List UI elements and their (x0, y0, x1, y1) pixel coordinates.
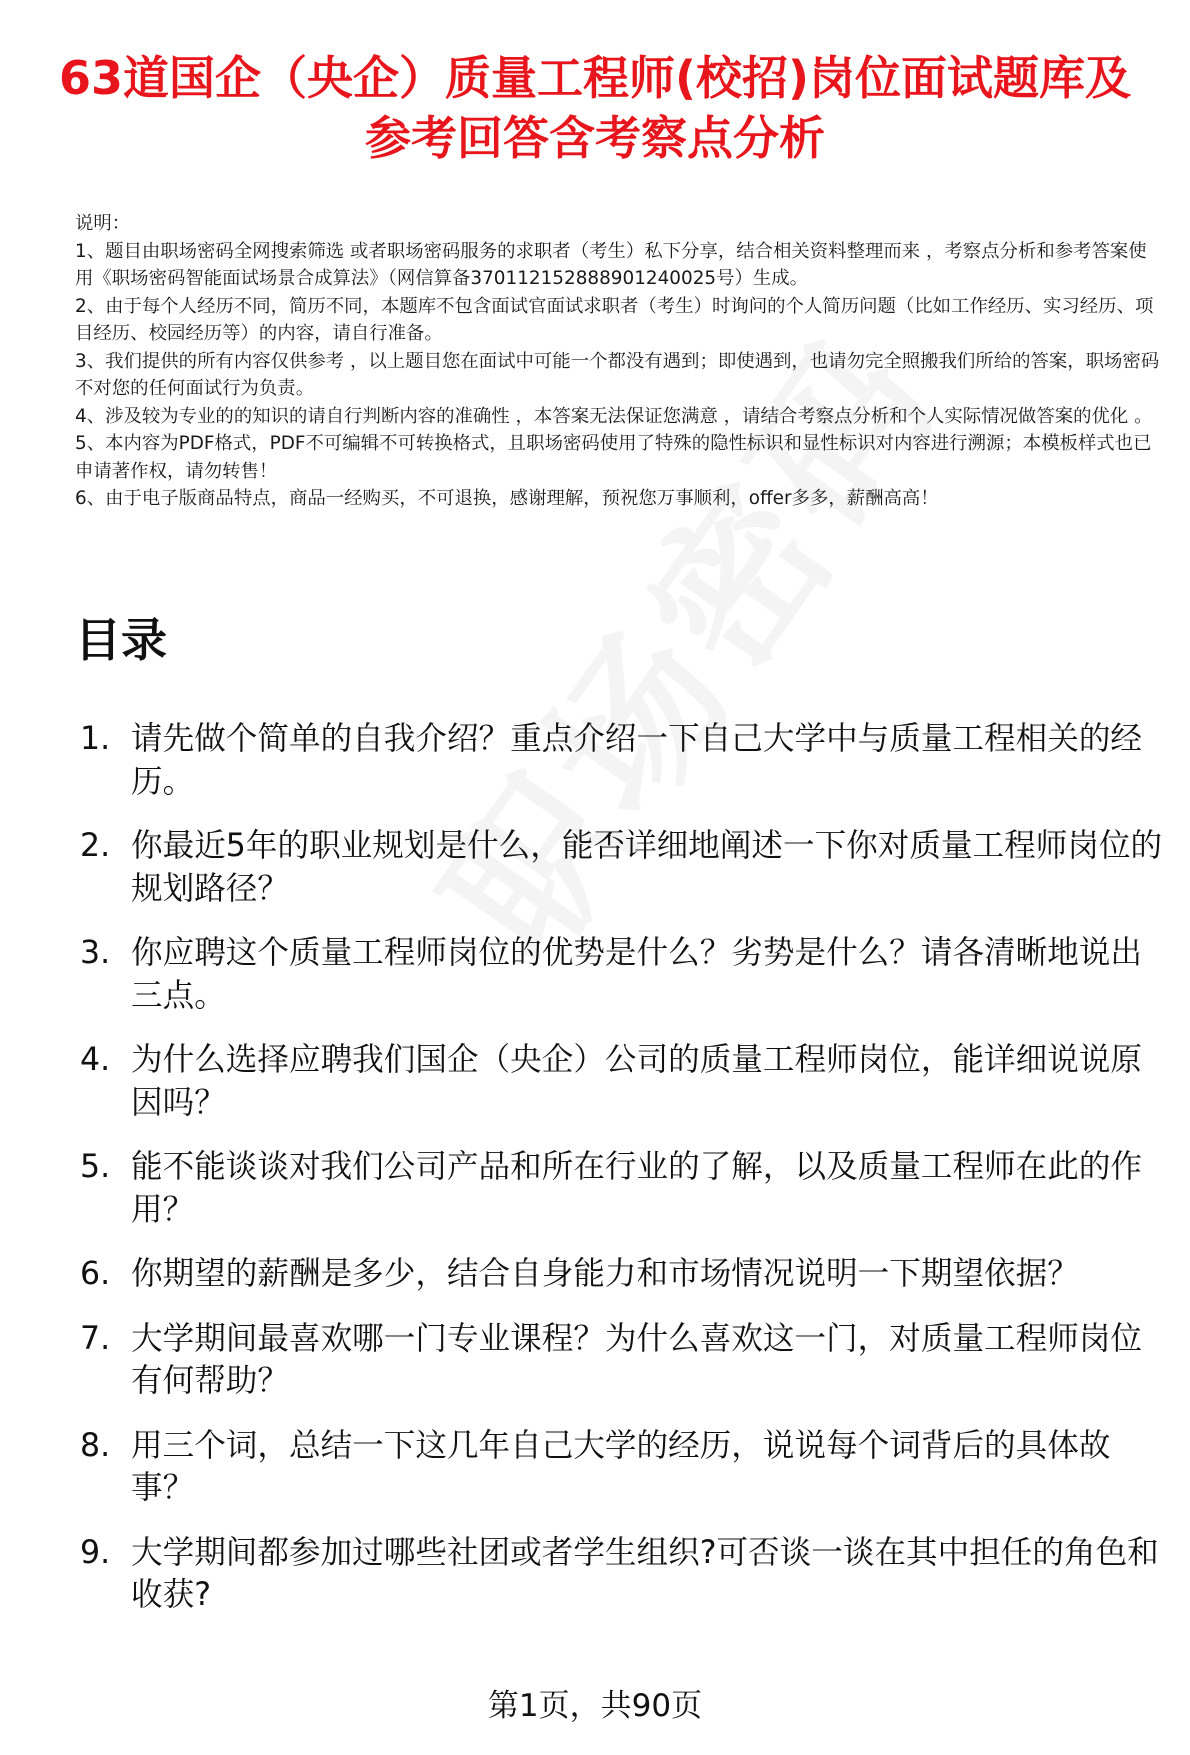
toc-item[interactable] (75, 1146, 1165, 1231)
toc-item-number: 5. (80, 1149, 111, 1185)
toc-item[interactable] (75, 1425, 1165, 1510)
toc-item-number: 8. (80, 1427, 111, 1464)
note-item-3: 3、我们提供的所有内容仅供参考 ，以上题目您在面试中可能一个都没有遇到；即使遇到，也请勿完全照搬我们所给的答案，职场密码不对您的任何面试行为负责。 (75, 350, 1160, 399)
toc-item-number: 4. (80, 1042, 111, 1078)
document-title: 63道国企（央企）质量工程师(校招)岗位面试题库及参考回答含考察点分析 (58, 51, 1132, 165)
toc-list (75, 718, 1165, 1639)
toc-item-text: 为什么选择应聘我们国企（央企）公司的质量工程师岗位，能详细说说原因吗？ (131, 1042, 1143, 1121)
note-item-4: 4、涉及较为专业的的知识的请自行判断内容的准确性 ，本答案无法保证您满意 ，请结合考察点分析和个人实际情况做答案的优化 。 (75, 405, 1153, 427)
toc-item-text: 大学期间都参加过哪些社团或者学生组织?可否谈一谈在其中担任的角色和收获? (131, 1534, 1159, 1613)
toc-item-number: 3. (80, 935, 111, 971)
toc-item[interactable] (75, 718, 1165, 803)
toc-item-text: 你应聘这个质量工程师岗位的优势是什么？劣势是什么？请各清晰地说出三点。 (131, 935, 1143, 1014)
notes-heading: 说明： (75, 213, 131, 234)
toc-item-text: 能不能谈谈对我们公司产品和所在行业的了解，以及质量工程师在此的作用？ (131, 1149, 1143, 1228)
toc-item-number: 9. (80, 1534, 111, 1571)
toc-item-number: 1. (80, 721, 111, 757)
toc-heading: 目录 (75, 613, 167, 667)
toc-item[interactable] (75, 932, 1165, 1017)
toc-item-number: 7. (80, 1320, 111, 1357)
note-item-1: 1、题目由职场密码全网搜索筛选 或者职场密码服务的求职者（考生）私下分享，结合相关资料整理而来 ，考察点分析和参考答案使用《职场密码智能面试场景合成算法》（网信算备370112152888901240025号）生成。 (75, 240, 1147, 289)
toc-item-text: 用三个词，总结一下这几年自己大学的经历，说说每个词背后的具体故事？ (131, 1427, 1111, 1506)
note-item-5: 5、本内容为PDF格式，PDF不可编辑不可转换格式，且职场密码使用了特殊的隐性标识和显性标识对内容进行溯源；本模板样式也已申请著作权，请勿转售！ (75, 433, 1152, 482)
toc-item-text: 大学期间最喜欢哪一门专业课程？为什么喜欢这一门，对质量工程师岗位有何帮助？ (131, 1320, 1143, 1399)
toc-item-number: 6. (80, 1256, 111, 1292)
toc-item-text: 你期望的薪酬是多少，结合自身能力和市场情况说明一下期望依据？ (131, 1256, 1079, 1292)
toc-item-number: 2. (80, 828, 111, 864)
toc-item-text: 请先做个简单的自我介绍？重点介绍一下自己大学中与质量工程相关的经历。 (131, 721, 1143, 800)
page-number: 第1页，共90页 (487, 1688, 703, 1724)
toc-item[interactable] (75, 1532, 1165, 1617)
toc-item-text: 你最近5年的职业规划是什么，能否详细地阐述一下你对质量工程师岗位的规划路径？ (131, 828, 1163, 907)
toc-item[interactable] (75, 1039, 1165, 1124)
toc-item[interactable] (75, 1253, 1165, 1296)
note-item-2: 2、由于每个人经历不同，简历不同，本题库不包含面试官面试求职者（考生）时询问的个人简历问题（比如工作经历、实习经历、项目经历、校园经历等）的内容，请自行准备。 (75, 295, 1154, 344)
note-item-6: 6、由于电子版商品特点，商品一经购买，不可退换，感谢理解，预祝您万事顺利，offer多多，薪酬高高！ (75, 488, 939, 509)
toc-item[interactable] (75, 825, 1165, 910)
toc-item[interactable] (75, 1318, 1165, 1403)
notes-section (75, 210, 1165, 513)
